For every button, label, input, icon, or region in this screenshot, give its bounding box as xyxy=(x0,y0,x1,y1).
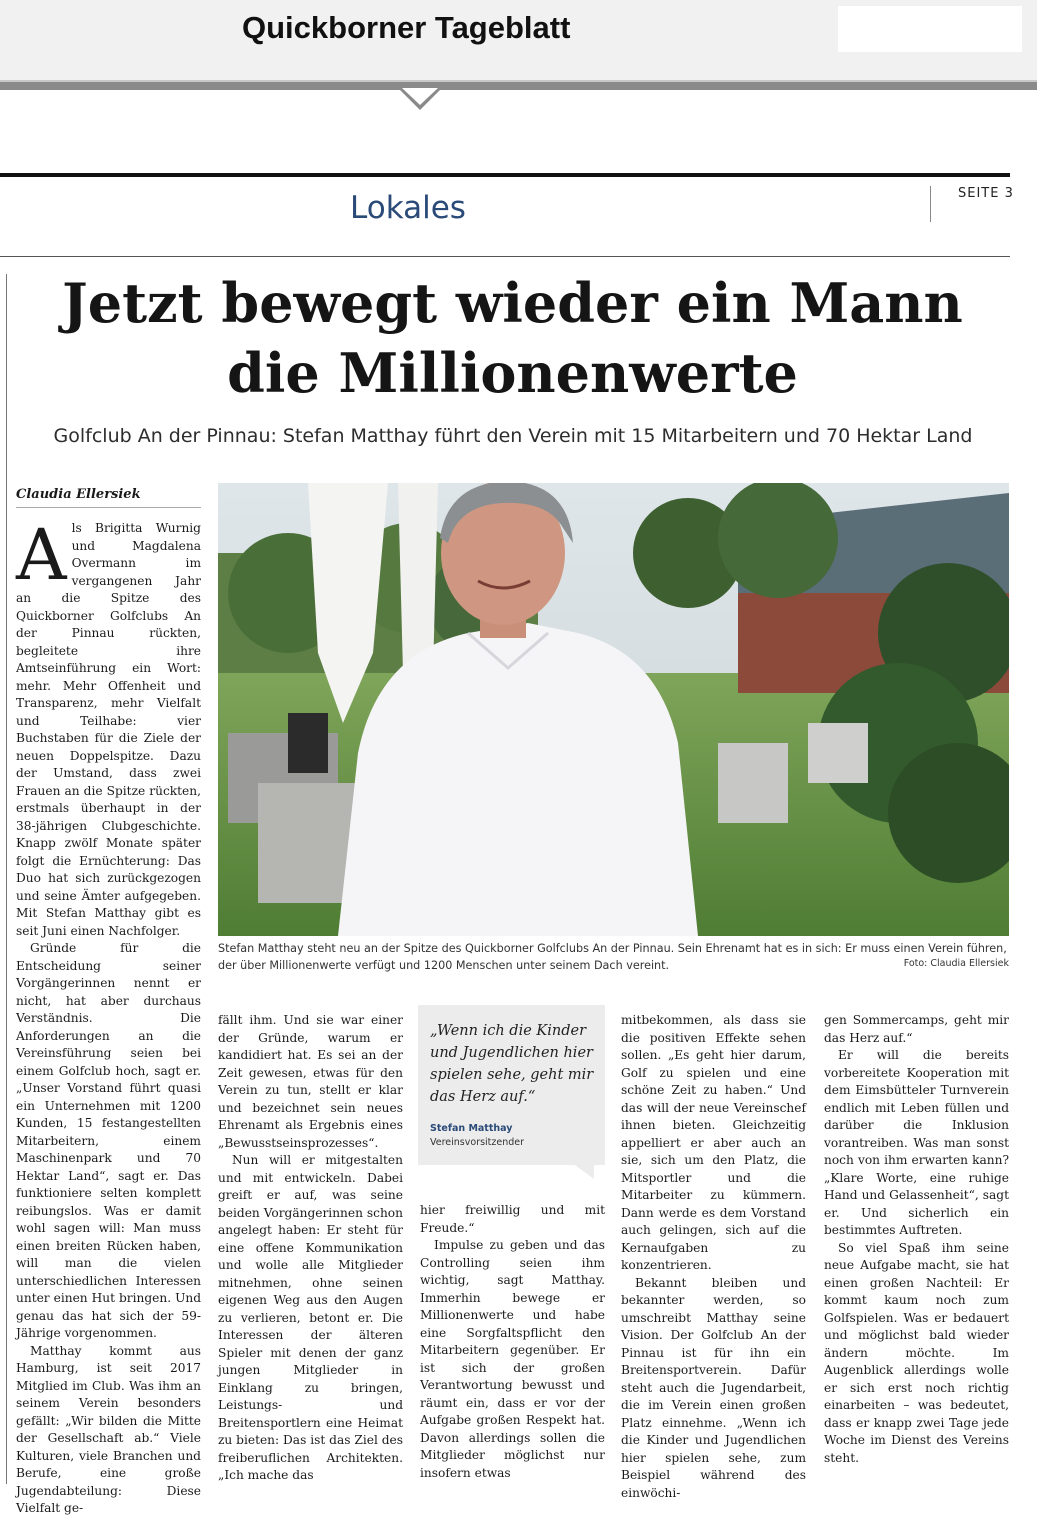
pull-quote-role: Vereinsvorsitzender xyxy=(430,1137,525,1148)
paragraph: Nun will er mitgestalten und mit entwickeln. Dabei greift er auf, was seine beiden Vorgängerinnen schon angelegt haben: Er steht für eine offene Kommunikation und wolle alle Mitglieder mitnehmen, ohne seinen eigenen Weg aus den Augen zu verlieren, betont er. Die Interessen der älteren Spieler mit denen der ganz jungen Mitglieder in Einklang zu bringen, Leistungs- und Breitensportlern eine Heimat zu bieten: Das ist das Ziel des freiberuflichen Architekten. „Ich mache das xyxy=(218,1153,403,1482)
photo-image xyxy=(218,483,1009,936)
headline-line-1: Jetzt bewegt wieder ein Mann xyxy=(62,271,963,335)
photo-credit: Foto: Claudia Ellersiek xyxy=(903,958,1009,969)
paragraph: Impulse zu geben und das Controlling seien ihm wichtig, sagt Matthay. Immerhin bewege er Millionenwerte und habe eine Sorgfaltspflicht den Mitarbeitern gegenüber. Er ist sich der großen Verantwortung bewusst und räumt ein, dass er vor der Aufgabe großen Respekt hat. Davon allerdings sollen die Mitglieder möglichst nur insofern etwas xyxy=(420,1238,605,1480)
paragraph: Bekannt bleiben und bekannter werden, so umschreibt Matthay seine Vision. Der Golfclub An der Pinnau ist für ihn ein Breitensportverein. Dafür steht auch die Jugendarbeit, die im Verein einen großen Platz einnehme. „Wenn ich die Kinder und Jugendlichen hier spielen sehe, zum Beispiel während des einwöchi- xyxy=(621,1275,806,1500)
paragraph: Gründe für die Entscheidung seiner Vorgängerinnen nennt er nicht, hat aber durchaus Verständnis. Die Anforderungen an die Vereinsführung seien bei einem Golfclub hoch, sagt er. „Unser Vorstand führt quasi ein Unternehmen mit 1200 Kunden, 15 festangestellten Mitarbeitern, einem Maschinenpark und 70 Hektar Land“, sagt er. Das funktioniere selten komplett reibungslos. Was er damit wohl sagen will: Man muss einen breiten Rücken haben, will man die vielen unterschiedlichen Interessen unter einen Hut bringen. Und genau das hat sich der 59-Jährige vorgenommen. xyxy=(16,941,201,1340)
paragraph: Als Brigitta Wurnig und Magdalena Overmann im vergangenen Jahr an die Spitze des Quickborner Golfclubs An der Pinnau rückten, begleitete ihre Amtseinführung ein Wort: mehr. Mehr Offenheit und Transparenz, mehr Vielfalt und Teilhabe: vier Buchstaben für die Ziele der neuen Doppelspitze. Dazu der Umstand, dass zwei Frauen an die Spitze rückten, erstmals überhaupt in der 38-jährigen Clubgeschichte. Knapp zwölf Monate später folgt die Ernüchterung: Das Duo hat sich zurückgezogen und seine Ämter aufgegeben. Mit Stefan Matthay gibt es seit Juni einen Nachfolger. xyxy=(16,514,201,938)
article-column-1 xyxy=(16,514,201,1518)
headline-line-2: die Millionenwerte xyxy=(227,341,798,405)
page-number-divider xyxy=(930,186,931,222)
paragraph: mitbekommen, als dass sie die positiven Effekte sehen sollen. „Es geht hier darum, Golf zu spielen und eine schöne Zeit zu haben.“ Und das will der neue Vereinschef ihnen bieten. Gleichzeitig appelliert er aber auch an sie, sich um den Platz, die Mitsportler und die Mitarbeiter zu kümmern. Dann werde es dem Vorstand auch gelingen, sich auf die Kernaufgaben zu konzentrieren. xyxy=(621,1013,806,1272)
paragraph: gen Sommercamps, geht mir das Herz auf.“ xyxy=(824,1013,1009,1045)
paragraph: Matthay kommt aus Hamburg, ist seit 2017 Mitglied im Club. Was ihm an seinem Verein besonders gefällt: „Wir bilden die Mitte der Gesellschaft ab.“ Viele Kulturen, viele Branchen und Berufe, eine große Jugendabteilung: Diese Vielfalt ge- xyxy=(16,1343,201,1515)
article-column-3 xyxy=(420,1202,605,1482)
paragraph: Er will die bereits vorbereitete Kooperation mit dem Eimsbütteler Turnverein endlich mit Leben füllen und darüber die Inklusion vorantreiben. Was man sonst noch von ihm erwarten kann? „Klare Worte, eine ruhige Hand und Gelassenheit“, sagt er. Und sicherlich ein bestimmtes Auftreten. xyxy=(824,1048,1009,1237)
page-number: SEITE 3 xyxy=(958,186,1014,201)
pull-quote-name: Stefan Matthay xyxy=(430,1123,513,1134)
article-column-4 xyxy=(621,1012,806,1502)
pull-quote-tail xyxy=(572,1163,594,1179)
article-column-5 xyxy=(824,1012,1009,1467)
dropcap: A xyxy=(16,514,67,596)
app-title: Quickborner Tageblatt xyxy=(242,10,571,45)
photo-caption: Stefan Matthay steht neu an der Spitze des Quickborner Golfclubs An der Pinnau. Sein Ehrenamt hat es in sich: Er muss einen Verein führen, der über Millionenwerte verfügt und 1200 Menschen unter seinem Dach vereint. xyxy=(218,942,1007,972)
author-rule xyxy=(16,507,201,508)
section-title: Lokales xyxy=(350,190,466,226)
article-subheadline: Golfclub An der Pinnau: Stefan Matthay führt den Verein mit 15 Mitarbeitern und 70 Hektar Land xyxy=(53,425,973,447)
pull-quote-text: „Wenn ich die Kinder und Jugendlichen hier spielen sehe, geht mir das Herz auf.“ xyxy=(430,1023,594,1105)
section-rule xyxy=(0,256,1010,257)
paragraph: hier freiwillig und mit Freude.“ xyxy=(420,1203,605,1235)
page-left-edge xyxy=(6,274,7,1484)
article-photo[interactable] xyxy=(218,483,1009,936)
article-headline xyxy=(40,268,985,408)
page-pointer-fill xyxy=(402,88,438,105)
paragraph: fällt ihm. Und sie war einer der Gründe, warum er kandidiert hat. Es sei an der Zeit gewesen, etwas für den Verein zu tun, stellt er klar und bezeichnet sein neues Ehrenamt als Ergebnis eines „Bewusstseinsprozesses“. xyxy=(218,1013,403,1150)
header-divider xyxy=(0,82,1037,90)
article-author: Claudia Ellersiek xyxy=(16,487,141,502)
header-blank-box xyxy=(838,6,1022,52)
article-column-2 xyxy=(218,1012,403,1485)
app-header xyxy=(0,0,1037,82)
page-top-rule xyxy=(0,173,1010,177)
paragraph: So viel Spaß ihm seine neue Aufgabe macht, sie hat einen großen Nachteil: Er kommt kaum noch zum Golfspielen. Was er bedauert und möglichst bald wieder ändern möchte. Im Augenblick allerdings wolle er sich erst noch richtig einarbeiten – was bedeutet, dass er knapp zwei Tage jede Woche im Dienst des Vereins steht. xyxy=(824,1240,1009,1465)
